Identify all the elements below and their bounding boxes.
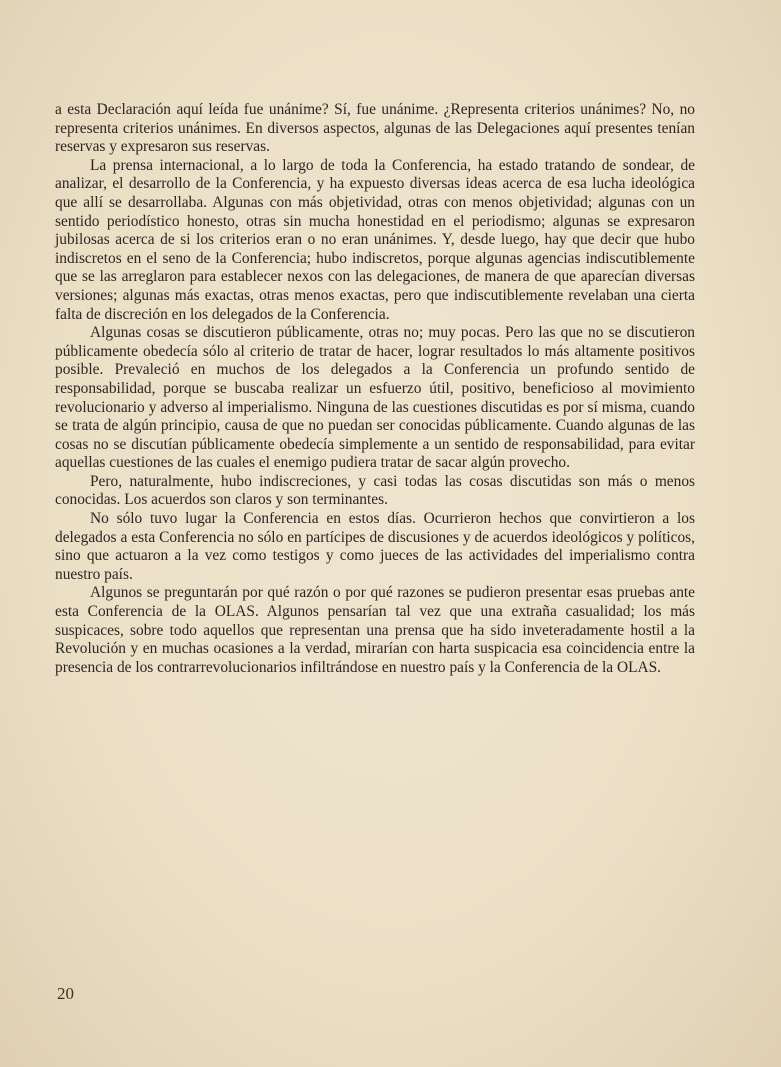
paragraph-1: a esta Declaración aquí leída fue unánime? Sí, fue unánime. ¿Representa criterios unánimes? No, no representa criterios unánimes. En diversos aspectos, algunas de las Delegaciones aquí presentes tenían reservas y expresaron sus reservas. xyxy=(55,101,695,156)
paragraph-2: La prensa internacional, a lo largo de toda la Conferencia, ha estado tratando de sondear, de analizar, el desarrollo de la Conferencia, y ha expuesto diversas ideas acerca de esa lucha ideológica que allí se desarrollaba. Algunas con más objetividad, otras con menos objetividad; algunas con un sentido periodístico honesto, otras sin mucha honestidad en el periodismo; algunas se expresaron jubilosas acerca de si los criterios eran o no eran unánimes. Y, desde luego, hay que decir que hubo indiscretos en el seno de la Conferencia; hubo indiscretos, porque algunas agencias indiscutiblemente que se las arreglaron para establecer nexos con las delegaciones, de manera de que aparecían diversas versiones; algunas más exactas, otras menos exactas, pero que indiscutiblemente revelaban una cierta falta de discreción en los delegados de la Conferencia. xyxy=(55,156,695,323)
paragraph-6: Algunos se preguntarán por qué razón o por qué razones se pudieron presentar esas pruebas ante esta Conferencia de la OLAS. Algunos pensarían tal vez que una extraña casualidad; los más suspicaces, sobre todo aquellos que representan una prensa que ha sido inveteradamente hostil a la Revolución y en muchas ocasiones a la verdad, mirarían con harta suspicacia esa coincidencia entre la presencia de los contrarrevolucionarios infiltrándose en nuestro país y la Conferencia de la OLAS. xyxy=(55,584,695,676)
paragraph-3: Algunas cosas se discutieron públicamente, otras no; muy pocas. Pero las que no se discutieron públicamente obedecía sólo al criterio de tratar de hacer, lograr resultados lo más altamente positivos posible. Prevaleció en muchos de los delegados a la Conferencia un profundo sentido de responsabilidad, porque se buscaba realizar un esfuerzo útil, positivo, beneficioso al movimiento revolucionario y adverso al imperialismo. Ninguna de las cuestiones discutidas es por sí misma, cuando se trata de algún principio, causa de que no puedan ser conocidas públicamente. Cuando algunas de las cosas no se discutían públicamente obedecía simplemente a un sentido de responsabilidad, para evitar aquellas cuestiones de las cuales el enemigo pudiera tratar de sacar algún provecho. xyxy=(55,324,695,472)
paragraph-4: Pero, naturalmente, hubo indiscreciones, y casi todas las cosas discutidas son más o menos conocidas. Los acuerdos son claros y son terminantes. xyxy=(55,472,695,509)
paragraph-5: No sólo tuvo lugar la Conferencia en estos días. Ocurrieron hechos que convirtieron a los delegados a esta Conferencia no sólo en partícipes de discusiones y de acuerdos ideológicos y políticos, sino que actuaron a la vez como testigos y como jueces de las actividades del imperialismo contra nuestro país. xyxy=(55,510,695,583)
body-text xyxy=(55,101,695,677)
page-number: 20 xyxy=(57,984,74,1003)
